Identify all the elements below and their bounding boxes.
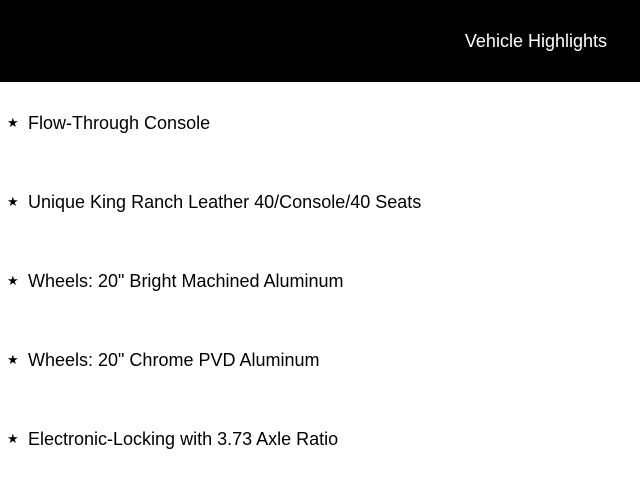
highlight-label: Wheels: 20" Bright Machined Aluminum: [28, 271, 344, 291]
list-item: [0, 427, 640, 451]
list-item: [0, 348, 640, 372]
highlight-label: Flow-Through Console: [28, 113, 211, 133]
list-item: [0, 190, 640, 214]
star-icon: ★: [7, 194, 19, 209]
highlight-label: Unique King Ranch Leather 40/Console/40 Seats: [28, 192, 422, 212]
star-icon: ★: [7, 273, 19, 288]
star-icon: ★: [7, 115, 19, 130]
list-item: [0, 111, 640, 135]
star-icon: ★: [7, 352, 19, 367]
highlight-label: Electronic-Locking with 3.73 Axle Ratio: [28, 429, 339, 449]
highlights-list: [0, 82, 640, 480]
page-title: Vehicle Highlights: [464, 31, 607, 51]
highlight-label: Wheels: 20" Chrome PVD Aluminum: [28, 350, 320, 370]
header-bar: [0, 0, 640, 82]
star-icon: ★: [7, 431, 19, 446]
list-item: [0, 269, 640, 293]
